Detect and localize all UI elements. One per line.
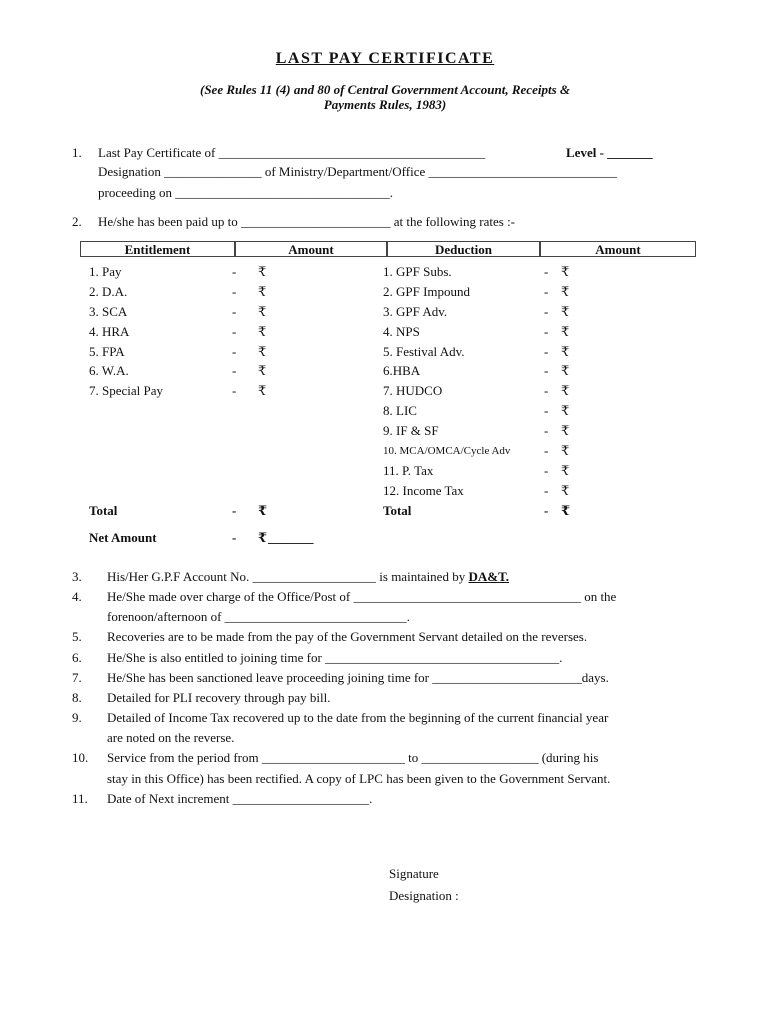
entitlement-item: 6. W.A.: [89, 363, 129, 378]
deduction-item: 10. MCA/OMCA/Cycle Adv: [383, 445, 511, 457]
rupee-icon: ₹: [561, 463, 570, 478]
rupee-icon: ₹: [258, 363, 267, 378]
dash: -: [232, 284, 237, 299]
item-text: Detailed of Income Tax recovered up to the date from the beginning of the current financial year: [107, 710, 609, 725]
dash: -: [544, 284, 549, 299]
header-amount-2: Amount: [540, 241, 696, 257]
item-3-text: His/Her G.P.F Account No. ___________________ is maintained by: [107, 569, 466, 584]
item-text: Recoveries are to be made from the pay of the Government Servant detailed on the reverses.: [107, 629, 588, 644]
net-amount-blank: _______: [268, 530, 314, 545]
dash: -: [232, 503, 237, 518]
dash: -: [232, 530, 237, 545]
header-amount-1: Amount: [235, 241, 387, 257]
dash: -: [544, 403, 549, 418]
da-t-emphasis: DA&T.: [468, 569, 510, 584]
dash: -: [544, 363, 549, 378]
dash: -: [544, 344, 549, 359]
dash: -: [232, 383, 237, 398]
deduction-item: 12. Income Tax: [383, 483, 464, 498]
subtitle-line-1: (See Rules 11 (4) and 80 of Central Government Account, Receipts &: [199, 82, 570, 97]
rupee-icon: ₹: [561, 344, 570, 359]
designation-label: Designation :: [389, 888, 459, 903]
dash: -: [232, 363, 237, 378]
rupee-icon: ₹: [561, 264, 570, 279]
dash: -: [544, 423, 549, 438]
item-text: Detailed for PLI recovery through pay bill.: [107, 690, 331, 705]
rupee-icon: ₹: [258, 284, 267, 299]
rupee-icon: ₹: [258, 503, 268, 518]
deduction-item: 6.HBA: [383, 363, 421, 378]
rupee-icon: ₹: [561, 324, 570, 339]
deduction-item: 11. P. Tax: [383, 463, 434, 478]
deduction-item: 1. GPF Subs.: [383, 264, 452, 279]
rupee-icon: ₹: [258, 530, 268, 545]
deduction-item: 3. GPF Adv.: [383, 304, 448, 319]
entitlement-item: 1. Pay: [89, 264, 122, 279]
item-text-continued: are noted on the reverse.: [107, 730, 235, 745]
deduction-item: 5. Festival Adv.: [383, 344, 465, 359]
dash: -: [544, 463, 549, 478]
item-text-continued: forenoon/afternoon of ____________________________.: [107, 609, 410, 624]
entitlement-item: 7. Special Pay: [89, 383, 164, 398]
rupee-icon: ₹: [561, 423, 570, 438]
dash: -: [544, 443, 549, 458]
item-number: 11.: [72, 791, 88, 806]
item-number: 4.: [72, 589, 82, 604]
dash: -: [544, 264, 549, 279]
deduction-item: 2. GPF Impound: [383, 284, 471, 299]
item-2-number: 2.: [72, 214, 82, 229]
rupee-icon: ₹: [561, 383, 570, 398]
entitlement-item: 2. D.A.: [89, 284, 128, 299]
item-text: He/She is also entitled to joining time for ____________________________________.: [107, 650, 563, 665]
entitlement-item: 4. HRA: [89, 324, 130, 339]
dash: -: [232, 344, 237, 359]
rupee-icon: ₹: [258, 264, 267, 279]
signature-label: Signature: [389, 866, 439, 881]
dash: -: [544, 383, 549, 398]
deduction-item: 4. NPS: [383, 324, 420, 339]
rupee-icon: ₹: [561, 284, 570, 299]
item-1-line-1: Last Pay Certificate of _________________________________________: [98, 145, 486, 160]
rupee-icon: ₹: [561, 403, 570, 418]
item-number: 3.: [72, 569, 82, 584]
dash: -: [544, 503, 549, 518]
item-number: 6.: [72, 650, 82, 665]
header-entitlement: Entitlement: [80, 241, 235, 257]
dash: -: [232, 304, 237, 319]
deduction-item: 9. IF & SF: [383, 423, 439, 438]
item-number: 8.: [72, 690, 82, 705]
item-text: [107, 569, 509, 585]
item-1-line-3: proceeding on _________________________________.: [98, 185, 394, 200]
page-subtitle: [0, 82, 770, 112]
item-1-level: Level - _______: [566, 145, 653, 160]
rupee-icon: ₹: [561, 304, 570, 319]
rupee-icon: ₹: [561, 503, 571, 518]
entitlement-item: 3. SCA: [89, 304, 128, 319]
rupee-icon: ₹: [258, 383, 267, 398]
dash: -: [544, 483, 549, 498]
rupee-icon: ₹: [258, 304, 267, 319]
rupee-icon: ₹: [561, 483, 570, 498]
item-number: 5.: [72, 629, 82, 644]
entitlement-item: 5. FPA: [89, 344, 125, 359]
deduction-item: 7. HUDCO: [383, 383, 443, 398]
rupee-icon: ₹: [561, 363, 570, 378]
header-deduction: Deduction: [387, 241, 540, 257]
item-2-text: He/she has been paid up to _______________________ at the following rates :-: [98, 214, 516, 229]
dash: -: [232, 264, 237, 279]
item-text: Service from the period from ______________________ to __________________ (during his: [107, 750, 599, 765]
dash: -: [544, 304, 549, 319]
dash: -: [544, 324, 549, 339]
item-text-continued: stay in this Office) has been rectified. A copy of LPC has been given to the Government Servant.: [107, 771, 611, 786]
rupee-icon: ₹: [258, 324, 267, 339]
item-number: 10.: [72, 750, 89, 765]
net-amount-label: Net Amount: [89, 530, 157, 545]
rupee-icon: ₹: [561, 443, 570, 458]
dash: -: [232, 324, 237, 339]
entitlement-total-label: Total: [89, 503, 118, 518]
subtitle-line-2: Payments Rules, 1983): [323, 97, 447, 112]
rupee-icon: ₹: [258, 344, 267, 359]
item-number: 9.: [72, 710, 82, 725]
item-number: 7.: [72, 670, 82, 685]
item-1-number: 1.: [72, 145, 82, 160]
item-text: Date of Next increment _____________________.: [107, 791, 373, 806]
item-text: He/She made over charge of the Office/Post of ___________________________________ on the: [107, 589, 617, 604]
page-title: LAST PAY CERTIFICATE: [275, 50, 495, 67]
deduction-item: 8. LIC: [383, 403, 417, 418]
deduction-total-label: Total: [383, 503, 412, 518]
item-text: He/She has been sanctioned leave proceeding joining time for _______________________days.: [107, 670, 609, 685]
item-1-line-2: Designation _______________ of Ministry/Department/Office _____________________________: [98, 164, 617, 179]
